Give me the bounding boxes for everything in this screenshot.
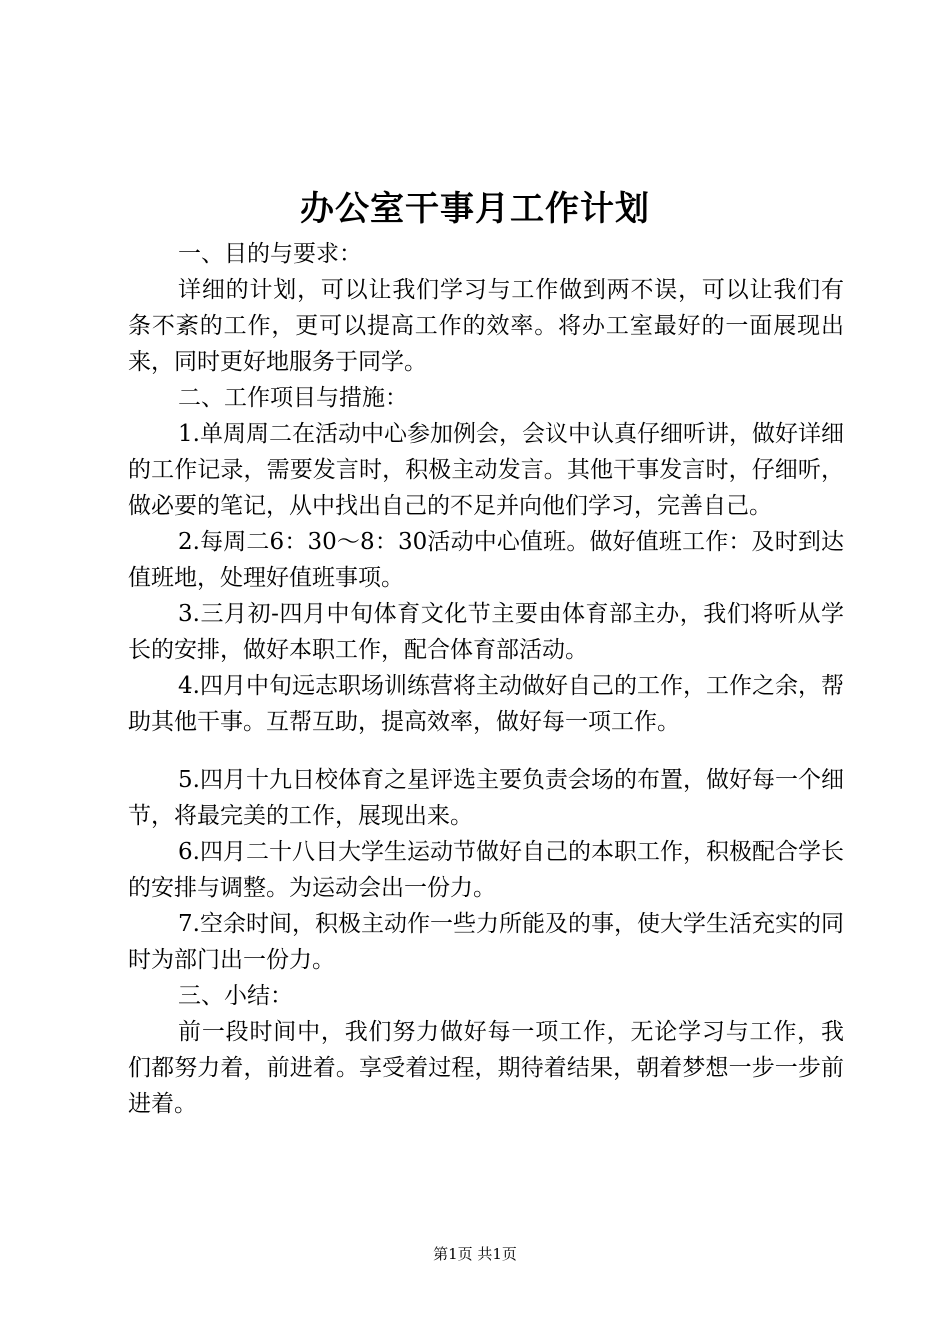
paragraph-purpose: 详细的计划，可以让我们学习与工作做到两不误，可以让我们有条不紊的工作，更可以提高工作的效率。将办工室最好的一面展现出来，同时更好地服务于同学。 (128, 277, 844, 375)
section-heading-2: 二、工作项目与措施： (178, 385, 408, 411)
paragraph-spacer (128, 740, 844, 762)
document-title: 办公室干事月工作计划 (300, 189, 650, 229)
section-heading-3: 三、小结： (178, 983, 293, 1009)
list-item-5: 5.四月十九日校体育之星评选主要负责会场的布置，做好每一个细节，将最完美的工作，展现出来。 (128, 767, 844, 829)
paragraph-summary: 前一段时间中，我们努力做好每一项工作，无论学习与工作，我们都努力着，前进着。享受着过程，期待着结果，朝着梦想一步一步前进着。 (128, 1019, 844, 1117)
list-item-6: 6.四月二十八日大学生运动节做好自己的本职工作，积极配合学长的安排与调整。为运动会出一份力。 (128, 839, 844, 901)
page-number-footer: 第1页 共1页 (433, 1245, 517, 1263)
list-item-4: 4.四月中旬远志职场训练营将主动做好自己的工作，工作之余，帮助其他干事。互帮互助，提高效率，做好每一项工作。 (128, 673, 844, 735)
list-item-7: 7.空余时间，积极主动作一些力所能及的事，使大学生活充实的同时为部门出一份力。 (128, 911, 844, 973)
list-item-3: 3.三月初-四月中旬体育文化节主要由体育部主办，我们将听从学长的安排，做好本职工作，配合体育部活动。 (128, 601, 844, 663)
list-item-1: 1.单周周二在活动中心参加例会，会议中认真仔细听讲，做好详细的工作记录，需要发言时，积极主动发言。其他干事发言时，仔细听，做必要的笔记，从中找出自己的不足并向他们学习，完善自己。 (128, 421, 844, 519)
document-body (128, 236, 844, 1122)
list-item-2: 2.每周二6：30～8：30活动中心值班。做好值班工作：及时到达值班地，处理好值班事项。 (128, 529, 844, 591)
section-heading-1: 一、目的与要求： (178, 241, 362, 267)
